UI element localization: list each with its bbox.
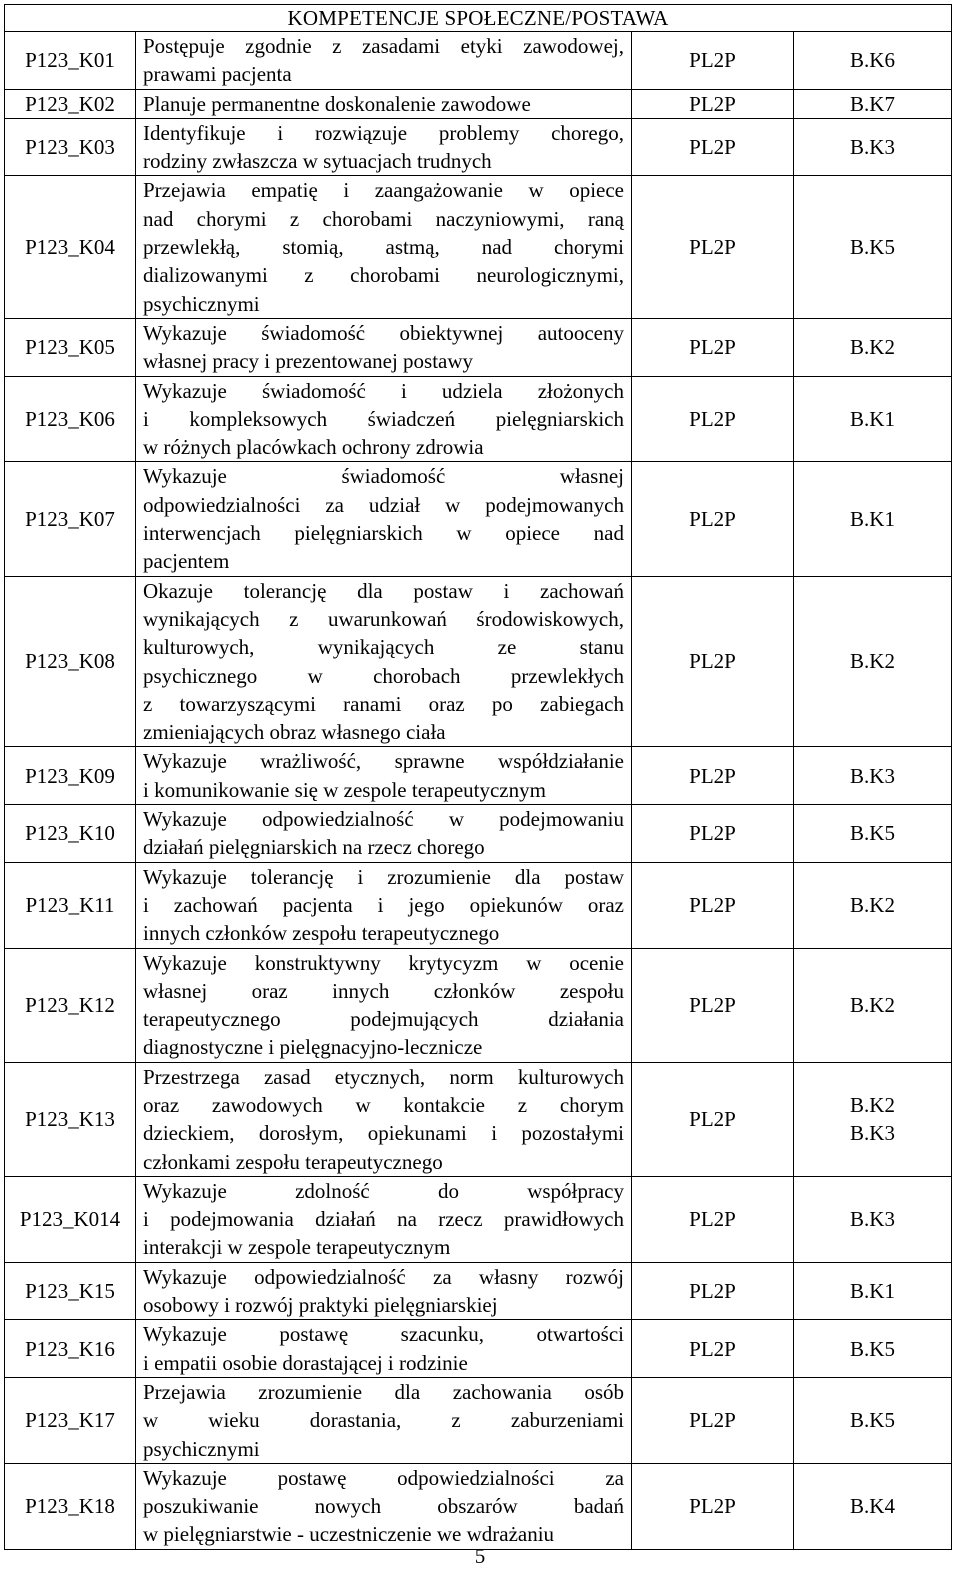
level-code: PL2P (632, 948, 794, 1062)
table-row (5, 376, 952, 462)
description-line: psychicznymi (143, 291, 260, 316)
competency-description (136, 462, 632, 576)
reference-item: B.K5 (850, 1408, 895, 1433)
competency-code: P123_K01 (5, 32, 136, 90)
description-line: działań pielęgniarskich na rzecz chorego (143, 835, 485, 860)
description-line: psychicznego w chorobach przewlekłych (143, 663, 624, 688)
table-row (5, 747, 952, 805)
level-code: PL2P (632, 862, 794, 948)
description-line: diagnostyczne i pielęgnacyjno-lecznicze (143, 1035, 483, 1060)
reference-item: B.K3 (850, 1121, 895, 1146)
description-line: Przejawia empatię i zaangażowanie w opiece (143, 178, 624, 203)
competency-description (136, 318, 632, 376)
description-line: prawami pacjenta (143, 62, 292, 87)
standard-reference (794, 1062, 952, 1176)
competency-code: P123_K07 (5, 462, 136, 576)
reference-item: B.K2 (850, 892, 895, 917)
standard-reference (794, 1463, 952, 1549)
competencies-body (5, 32, 952, 1550)
description-line: Wykazuje świadomość i udziela złożonych (143, 378, 624, 403)
description-line: wynikających z uwarunkowań środowiskowych, (143, 606, 624, 631)
reference-item: B.K2 (850, 992, 895, 1017)
description-line: interakcji w zespole terapeutycznym (143, 1235, 451, 1260)
competency-description (136, 1320, 632, 1378)
standard-reference (794, 948, 952, 1062)
reference-item: B.K5 (850, 1336, 895, 1361)
competency-description (136, 118, 632, 176)
level-code: PL2P (632, 1377, 794, 1463)
standard-reference (794, 32, 952, 90)
description-line: zmieniających obraz własnego ciała (143, 720, 446, 745)
description-line: dzieckiem, dorosłym, opiekunami i pozostałymi (143, 1121, 624, 1146)
reference-item: B.K1 (850, 406, 895, 431)
competency-description (136, 32, 632, 90)
section-header-row (5, 5, 952, 32)
description-line: Wykazuje tolerancję i zrozumienie dla postaw (143, 864, 624, 889)
competency-description (136, 576, 632, 747)
description-line: i podejmowania działań na rzecz prawidłowych (143, 1207, 624, 1232)
table-row (5, 1062, 952, 1176)
table-row (5, 89, 952, 118)
competency-description (136, 376, 632, 462)
description-line: Okazuje tolerancję dla postaw i zachowań (143, 578, 624, 603)
description-line: Wykazuje postawę szacunku, otwartości (143, 1322, 624, 1347)
level-code: PL2P (632, 1262, 794, 1320)
competency-description (136, 176, 632, 318)
competency-code: P123_K04 (5, 176, 136, 318)
standard-reference (794, 805, 952, 863)
description-line: Wykazuje wrażliwość, sprawne współdziałanie (143, 749, 624, 774)
table-row (5, 805, 952, 863)
description-line: Wykazuje odpowiedzialność za własny rozwój (143, 1264, 624, 1289)
table-row (5, 1176, 952, 1262)
description-line: terapeutycznego podejmujących działania (143, 1007, 624, 1032)
description-line: odpowiedzialności za udział w podejmowanych (143, 492, 624, 517)
level-code: PL2P (632, 89, 794, 118)
competency-description (136, 89, 632, 118)
description-line: w różnych placówkach ochrony zdrowia (143, 435, 484, 460)
level-code: PL2P (632, 462, 794, 576)
description-line: w pielęgniarstwie - uczestniczenie we wdrażaniu (143, 1522, 555, 1547)
competency-code: P123_K13 (5, 1062, 136, 1176)
description-line: Przestrzega zasad etycznych, norm kulturowych (143, 1064, 624, 1089)
description-line: przewlekłą, stomią, astmą, nad chorymi (143, 235, 624, 260)
table-row (5, 318, 952, 376)
description-line: i empatii osobie dorastającej i rodzinie (143, 1350, 468, 1375)
standard-reference (794, 376, 952, 462)
table-row (5, 862, 952, 948)
competency-description (136, 948, 632, 1062)
description-line: Wykazuje świadomość obiektywnej autooceny (143, 320, 624, 345)
table-row (5, 1463, 952, 1549)
description-line: Przejawia zrozumienie dla zachowania osób (143, 1379, 624, 1404)
description-line: nad chorymi z chorobami naczyniowymi, raną (143, 206, 624, 231)
standard-reference (794, 176, 952, 318)
competency-description (136, 747, 632, 805)
description-line: poszukiwanie nowych obszarów badań (143, 1494, 624, 1519)
table-row (5, 32, 952, 90)
description-line: innych członków zespołu terapeutycznego (143, 921, 500, 946)
description-line: własnej oraz innych członków zespołu (143, 978, 624, 1003)
description-line: Planuje permanentne doskonalenie zawodowe (143, 91, 531, 116)
description-line: Wykazuje odpowiedzialność w podejmowaniu (143, 807, 624, 832)
level-code: PL2P (632, 32, 794, 90)
description-line: Wykazuje świadomość własnej (143, 464, 624, 489)
description-line: Wykazuje postawę odpowiedzialności za (143, 1465, 624, 1490)
level-code: PL2P (632, 805, 794, 863)
table-row (5, 1320, 952, 1378)
competencies-table (4, 4, 952, 1550)
competency-code: P123_K17 (5, 1377, 136, 1463)
competency-code: P123_K15 (5, 1262, 136, 1320)
description-line: Wykazuje konstruktywny krytycyzm w ocenie (143, 950, 624, 975)
standard-reference (794, 862, 952, 948)
competency-code: P123_K02 (5, 89, 136, 118)
description-line: interwencjach pielęgniarskich w opiece nad (143, 521, 624, 546)
standard-reference (794, 1377, 952, 1463)
competency-code: P123_K16 (5, 1320, 136, 1378)
competency-code: P123_K10 (5, 805, 136, 863)
standard-reference (794, 462, 952, 576)
competency-code: P123_K08 (5, 576, 136, 747)
standard-reference (794, 1320, 952, 1378)
standard-reference (794, 747, 952, 805)
table-row (5, 948, 952, 1062)
competency-description (136, 1463, 632, 1549)
section-title: KOMPETENCJE SPOŁECZNE/POSTAWA (5, 5, 952, 32)
reference-item: B.K5 (850, 235, 895, 260)
level-code: PL2P (632, 747, 794, 805)
standard-reference (794, 1262, 952, 1320)
description-line: własnej pracy i prezentowanej postawy (143, 349, 474, 374)
table-row (5, 1377, 952, 1463)
competency-code: P123_K06 (5, 376, 136, 462)
description-line: w wieku dorastania, z zaburzeniami (143, 1408, 624, 1433)
standard-reference (794, 1176, 952, 1262)
reference-item: B.K2 (850, 1092, 895, 1117)
competency-description (136, 862, 632, 948)
description-line: Postępuje zgodnie z zasadami etyki zawodowej, (143, 34, 624, 58)
standard-reference (794, 576, 952, 747)
table-row (5, 576, 952, 747)
competency-code: P123_K11 (5, 862, 136, 948)
level-code: PL2P (632, 1463, 794, 1549)
competency-code: P123_K09 (5, 747, 136, 805)
reference-item: B.K2 (850, 649, 895, 674)
competency-code: P123_K05 (5, 318, 136, 376)
competency-code: P123_K12 (5, 948, 136, 1062)
reference-item: B.K7 (850, 91, 895, 116)
description-line: członkami zespołu terapeutycznego (143, 1149, 443, 1174)
competency-description (136, 1176, 632, 1262)
description-line: dializowanymi z chorobami neurologicznymi, (143, 263, 624, 288)
table-row (5, 1262, 952, 1320)
description-line: psychicznymi (143, 1436, 260, 1461)
description-line: z towarzyszącymi ranami oraz po zabiegach (143, 691, 624, 716)
standard-reference (794, 318, 952, 376)
description-line: rodziny zwłaszcza w sytuacjach trudnych (143, 149, 492, 174)
description-line: osobowy i rozwój praktyki pielęgniarskiej (143, 1293, 498, 1318)
reference-item: B.K1 (850, 506, 895, 531)
reference-item: B.K4 (850, 1494, 895, 1519)
description-line: pacjentem (143, 549, 230, 574)
table-row (5, 462, 952, 576)
reference-item: B.K5 (850, 821, 895, 846)
description-line: i zachowań pacjenta i jego opiekunów oraz (143, 892, 624, 917)
competency-code: P123_K18 (5, 1463, 136, 1549)
page-number: 5 (474, 1544, 486, 1568)
competency-description (136, 1062, 632, 1176)
reference-item: B.K3 (850, 135, 895, 160)
reference-item: B.K2 (850, 335, 895, 360)
reference-item: B.K6 (850, 48, 895, 73)
description-line: kulturowych, wynikających ze stanu (143, 635, 624, 660)
description-line: i kompleksowych świadczeń pielęgniarskich (143, 406, 624, 431)
description-line: i komunikowanie się w zespole terapeutycznym (143, 777, 546, 802)
table-row (5, 118, 952, 176)
level-code: PL2P (632, 118, 794, 176)
table-row (5, 176, 952, 318)
description-line: Identyfikuje i rozwiązuje problemy chorego, (143, 120, 624, 145)
competency-code: P123_K03 (5, 118, 136, 176)
level-code: PL2P (632, 176, 794, 318)
description-line: oraz zawodowych w kontakcie z chorym (143, 1092, 624, 1117)
competency-description (136, 1377, 632, 1463)
reference-item: B.K1 (850, 1278, 895, 1303)
description-line: Wykazuje zdolność do współpracy (143, 1178, 624, 1203)
competency-description (136, 805, 632, 863)
reference-item: B.K3 (850, 763, 895, 788)
level-code: PL2P (632, 576, 794, 747)
level-code: PL2P (632, 1176, 794, 1262)
competency-code: P123_K014 (5, 1176, 136, 1262)
standard-reference (794, 89, 952, 118)
standard-reference (794, 118, 952, 176)
level-code: PL2P (632, 1320, 794, 1378)
reference-item: B.K3 (850, 1207, 895, 1232)
level-code: PL2P (632, 1062, 794, 1176)
level-code: PL2P (632, 318, 794, 376)
competency-description (136, 1262, 632, 1320)
level-code: PL2P (632, 376, 794, 462)
